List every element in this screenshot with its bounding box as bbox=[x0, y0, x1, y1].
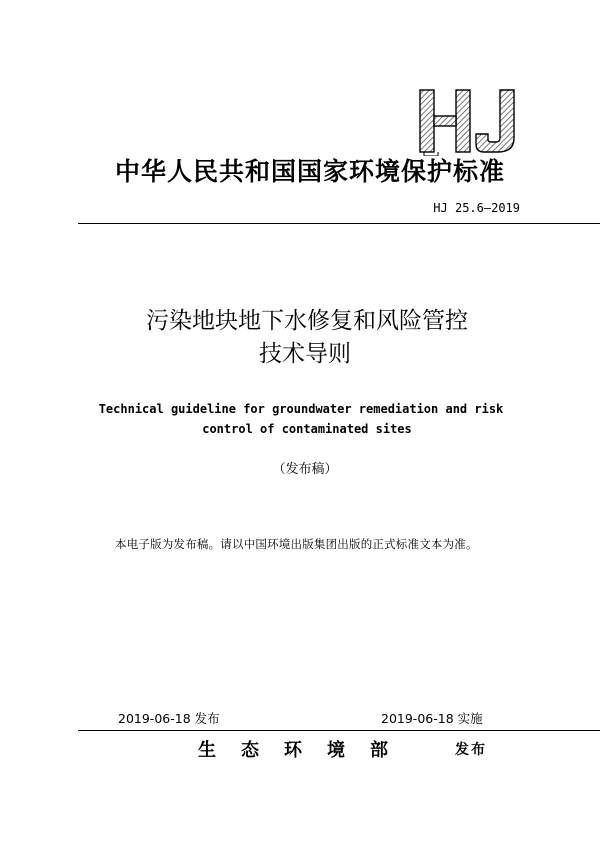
document-title-en-line1: Technical guideline for groundwater remediation and risk bbox=[98, 402, 504, 416]
standard-number: HJ 25.6—2019 bbox=[433, 201, 520, 215]
issue-date: 2019-06-18 发布 bbox=[118, 711, 220, 726]
publication-notice: 本电子版为发布稿。请以中国环境出版集团出版的正式标准文本为准。 bbox=[115, 537, 478, 551]
document-title-zh-line2: 技术导则 bbox=[259, 341, 351, 367]
issued-by-label: 发布 bbox=[455, 742, 487, 758]
hj-logo bbox=[416, 86, 528, 156]
header-divider bbox=[78, 223, 600, 224]
footer-divider bbox=[78, 730, 600, 731]
issuing-authority: 生态环境部 bbox=[198, 740, 413, 761]
draft-label: （发布稿） bbox=[272, 462, 338, 477]
document-title-zh-line1: 污染地块地下水修复和风险管控 bbox=[146, 308, 468, 334]
document-title-en-line2: control of contaminated sites bbox=[202, 422, 412, 436]
standard-title: 中华人民共和国国家环境保护标准 bbox=[114, 157, 505, 186]
implementation-date: 2019-06-18 实施 bbox=[381, 711, 483, 726]
